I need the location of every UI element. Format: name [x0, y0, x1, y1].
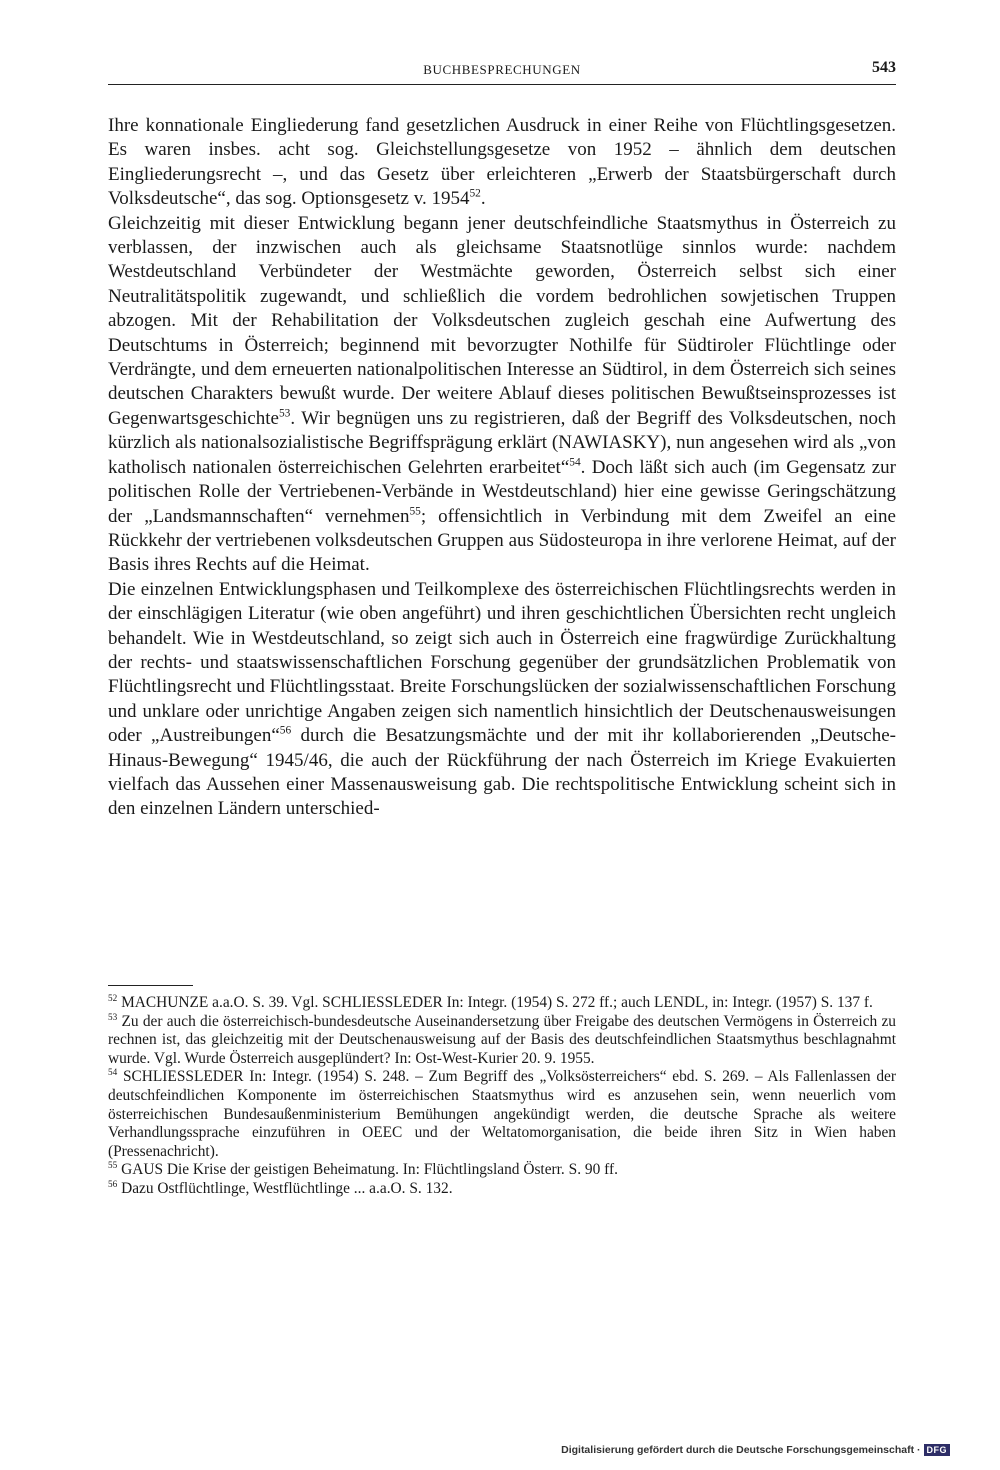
- footnote-text: MACHUNZE a.a.O. S. 39. Vgl. SCHLIESSLEDER In: Integr. (1954) S. 272 ff.; auch LENDL, in: Integr. (1957) S. 137 f.: [121, 994, 873, 1011]
- footnote-number: 56: [108, 1178, 118, 1189]
- footnote-text: Zu der auch die österreichisch-bundesdeutsche Auseinandersetzung über Freigabe des deutschen Vermögens in Österreich zu rechnen ist, das gleichzeitig mit der Deutschenausweisung auf der Basis des deutschfeindlichen Staatsmythus beschlagnahmt wurde. Vgl. Wurde Österreich ausgeplündert? In: Ost-West-Kurier 20. 9. 1955.: [108, 1012, 896, 1067]
- text-run: Die einzelnen Entwicklungsphasen und Teilkomplexe des österreichischen Flüchtlingsrechts werden in der einschlägigen Literatur (wie oben angeführt) und ihren geschichtlichen Übersichten recht ungleich behandelt. Wie in Westdeutschland, so zeigt sich auch in Österreich eine fragwürdige Zurückhaltung der rechts- und staatswissenschaftlichen Forschung gegenüber der grundsätzlichen Problematik von Flüchtlingsrecht und Flüchtlingsstaat. Breite Forschungslücken der sozialwissenschaftlichen Forschung und unklare oder unrichtige Angaben zeigen sich namentlich hinsichtlich der Deutschenausweisungen oder „Austreibungen“: [108, 578, 896, 747]
- footnote-number: 55: [108, 1160, 118, 1171]
- footnote-ref[interactable]: 52: [469, 187, 481, 200]
- text-run: . Doch läßt sich auch (im Gegensatz zur politischen Rolle der Vertriebenen-Verbände in Westdeutschland) hier eine gewisse Geringschätzung der „Landsmannschaften“ vernehmen: [108, 456, 896, 527]
- footnote-number: 54: [108, 1067, 118, 1078]
- text-run: ; offensichtlich in Verbindung mit dem Zweifel an eine Rückkehr der vertriebenen volksdeutschen Gruppen aus Südosteuropa in ihre verlorene Heimat, auf der Basis ihres Rechts auf die Heimat.: [108, 505, 896, 576]
- footnote-text: SCHLIESSLEDER In: Integr. (1954) S. 248. – Zum Begriff des „Volksösterreichers“ ebd. S. 269. – Als Fallenlassen der deutschfeindlichen Komponente im österreichischen Staatsmythus wird es anzusehen sein, wenn neuerlich vom österreichischen Bundesaußenministerium Bemühungen angekündigt werden, die deutsche Sprache als weitere Verhandlungssprache einzuführen in OEEC und der Weltatomorganisation, die beide ihren Sitz in Wien haben (Pressenachricht).: [108, 1068, 896, 1160]
- footnote: [108, 1013, 896, 1069]
- footnotes: [108, 994, 896, 1199]
- footnote-ref[interactable]: 53: [278, 407, 291, 420]
- paragraph-1: [108, 114, 896, 212]
- footnote-text: Dazu Ostflüchtlinge, Westflüchtlinge ... a.a.O. S. 132.: [121, 1179, 453, 1197]
- body-text: [108, 114, 896, 822]
- credit-text: Digitalisierung gefördert durch die Deutsche Forschungsgemeinschaft ·: [561, 1444, 921, 1456]
- text-run: .: [480, 188, 486, 210]
- text-run: Gleichzeitig mit dieser Entwicklung begann jener deutschfeindliche Staatsmythus in Österreich zu verblassen, der inzwischen auch als gleichsame Staatsnotlüge sinnlos wurde: nachdem Westdeutschland Verbündeter der Westmächte geworden, Österreich selbst sich einer Neutralitätspolitik zugewandt, und schließlich die vordem bedrohlichen sowjetischen Truppen abzogen. Mit der Rehabilitation der Volksdeutschen zugleich geschah eine Aufwertung des Deutschtums in Österreich; beginnend mit bevorzugter Nothilfe für Südtiroler Flüchtlinge oder Verdrängte, und dem erneuerten nationalpolitischen Interesse an Südtirol, in dem Österreich sich seines deutschen Charakters bewußt wurde. Der weitere Ablauf dieses politischen Bewußtseinsprozesses ist Gegenwartsgeschichte: [108, 212, 896, 429]
- paragraph-3: [108, 578, 896, 822]
- text-run: . Wir begnügen uns zu registrieren, daß der Begriff des Volksdeutschen, noch kürzlich als nationalsozialistische Begriffsprägung erklärt (NAWIASKY), nun angesehen wird als „von katholisch nationalen österreichischen Gelehrten erarbeitet“: [108, 407, 896, 478]
- text-run: Ihre konnationale Eingliederung fand gesetzlichen Ausdruck in einer Reihe von Flüchtlingsgesetzen. Es waren insbes. acht sog. Gleichstellungsgesetze von 1952 – ähnlich dem deutschen Eingliederungsrecht –, und das Gesetz über erleichteren „Erwerb der Staatsbürgerschaft durch Volksdeutsche“, das sog. Optionsgesetz v. 1954: [108, 115, 896, 210]
- footnote-divider: [108, 985, 193, 986]
- footnote-ref[interactable]: 55: [409, 505, 421, 518]
- footnote-number: 52: [108, 992, 118, 1003]
- footnote-ref[interactable]: 54: [569, 456, 581, 469]
- running-title: BUCHBESPRECHUNGEN: [423, 62, 581, 77]
- running-head: [108, 58, 896, 85]
- footnote: [108, 994, 896, 1013]
- footnote-text: GAUS Die Krise der geistigen Beheimatung. In: Flüchtlingsland Österr. S. 90 ff.: [121, 1161, 618, 1179]
- dfg-logo: DFG: [924, 1444, 951, 1456]
- digitization-credit: [561, 1444, 950, 1456]
- text-run: durch die Besatzungsmächte und der mit ihr kollaborierenden „Deutsche-Hinaus-Bewegung“ 1945/46, die auch der Rückführung der nach Österreich im Kriege Evakuierten vielfach das Aussehen einer Massenausweisung gab. Die rechtspolitische Entwicklung scheint sich in den einzelnen Ländern unterschied-: [108, 725, 896, 820]
- footnote: [108, 1180, 896, 1199]
- footnote-number: 53: [108, 1011, 118, 1022]
- page-number: 543: [872, 59, 896, 76]
- paragraph-2: [108, 212, 896, 578]
- footnote: [108, 1161, 896, 1180]
- footnote-ref[interactable]: 56: [279, 724, 292, 737]
- footnote: [108, 1068, 896, 1161]
